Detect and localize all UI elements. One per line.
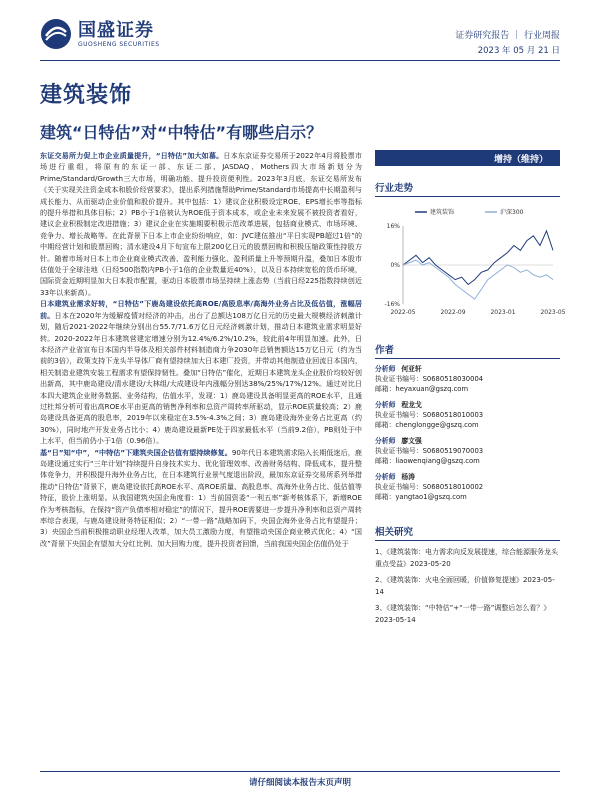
- related-item[interactable]: 1、《建筑装饰：电力需求向反发展提速，综合能源服务龙头重点受益》2023-05-20: [375, 548, 558, 568]
- paragraph: [40, 447, 362, 550]
- author-email[interactable]: yangtao1@gszq.com: [395, 493, 467, 501]
- author-cert: S0680518010002: [422, 483, 484, 491]
- author-cert: S0680518030004: [422, 375, 484, 383]
- x-tick-label: 2022-05: [390, 309, 416, 316]
- x-tick-label: 2023-01: [490, 309, 516, 316]
- paragraph-text: 日本在2020年为缓解疫情对经济的冲击，出台了总额达108万亿日元的历史最大规模经济刺激计划，随后2021-2022年继续分别出台55.7/71.6万亿日元经济刺激计划，推动日本建筑业需求明显好转。2020-2022年日本建筑营建定增速分别为12.4%/6.2%/10.2%，较此前4年明显加速。此外，日本经济产业省宣布日本国内半导体及相关部件材料制造商力争2030年总销售额达15万亿日元（约为当前的3倍），政策支持下龙头半导体厂商有望持续加大日本建厂投资，并带动其他制造业回流日本国内，相关制造业建筑安装工程需求有望保持韧性。叠加“日特估”催化，近期日本建筑龙头企业股价均较好创出新高，其中鹿岛建设/清水建设/大林组/大成建设年内涨幅分别达38%/25%/17%/12%。通过对比日本四大建筑企业财务数据、业务结构，估值水平，发现：1）鹿岛建设具备明显更高的ROE水平，且通过杜邦分析可看出高ROE水平由更高的销售净利率和总资产周转率所驱动，显示ROE质量较高；2）鹿岛建设具备更高的股息率，2019年以来稳定在3.5%-4.3%之间；3）鹿岛建设海外业务占比更高（约30%），同时地产开发业务占比小；4）鹿岛建设最新PE处于四家最低水平（当前9.2倍），PB则处于中上水平，但当前仍小于1倍（0.96倍）。: [40, 310, 362, 446]
- rating-badge: [375, 150, 560, 166]
- series-line-1: [403, 231, 553, 285]
- related-divider: [375, 540, 560, 541]
- rating-text: 增持（维持）: [493, 155, 548, 165]
- author-email[interactable]: chenglongge@gszq.com: [395, 421, 479, 429]
- related-list: [375, 546, 560, 626]
- author-divider: [375, 358, 560, 359]
- paragraph-lead: 日本建筑业需求好转，“日特估”下鹿岛建设依托高ROE/高股息率/高海外业务占比及低估值，涨幅居前。: [40, 299, 362, 320]
- author-name: 杨涛: [401, 473, 415, 481]
- author-email-label: 邮箱：: [375, 385, 396, 393]
- footer-disclaimer: 请仔细阅读本报告末页声明: [248, 778, 351, 788]
- brand-logo: [40, 18, 160, 50]
- author-cert: S0680518010003: [422, 411, 484, 419]
- author-name: 廖文强: [401, 437, 422, 445]
- paragraph-lead: 基“日”知“中”，“中特估”下建筑央国企估值有望持续修复。: [40, 447, 232, 457]
- brand-name-cn: 国盛证券: [78, 19, 154, 41]
- author-cert-label: 执业证书编号：: [375, 375, 423, 383]
- x-tick-label: 2022-09: [440, 309, 466, 316]
- author-title: 作者: [375, 345, 395, 356]
- trend-title: 行业走势: [375, 183, 414, 194]
- y-tick-label: 16%: [386, 223, 400, 230]
- author-role: 分析师: [375, 473, 396, 481]
- author-role: 分析师: [375, 437, 396, 445]
- y-tick-label: -16%: [384, 301, 400, 308]
- legend-label: 建筑装饰: [430, 209, 455, 216]
- author-block: [375, 364, 483, 394]
- author-role: 分析师: [375, 365, 396, 373]
- footer-divider: [40, 771, 560, 772]
- paragraph-text: 日本东京证券交易所于2022年4月将股票市场进行重组，将原有的东证一部、东证二部、JASDAQ、Mothers四大市场新划分为Prime/Standard/Growth三大市场，明确功能、提升投资便利性。2023年3月底，东证交易所发布《关于实现关注资金成本和股价经营要求》，提出系列措施帮助Prime/Standard市场提高中长期盈利与成长能力、从而驱动企业价值和股价提升。其中包括：1）建议企业积极设定ROE、EPS增长率等指标的提升举措和具体目标；2）PB小于1倍被认为ROE低于资本成本，或企业未来发展不被投资者看好，建议企业积极制定改进措施；3）建议企业在实施期要积极示范改革进展，包括商业模式、市场环境、竞争力、增长战略等。在此背景下日本上市企业纷纷响应，如：JVC建伍推出“平日实现PB超过1倍”的中期经营计划和股票回购；清水建设4月下旬宣布上限200亿日元的股票回购和积极压缩政策性持股方针。随着市场对日本上市企业商业模式改善、盈利能力强化、盈利质量上升等预期升温，叠加日本股市估值处于全球洼地（日经500指数内PB小于1倍的企业数量近40%），以及日本持续宽松的货币环境，国际资金近期明显加大日本股市配置，驱动日本股票市场呈持续上涨态势（当前日经225指数持续创近33年以来新高）。: [40, 151, 362, 297]
- author-name: 程龙戈: [401, 401, 422, 409]
- industry-title: 建筑装饰: [40, 83, 133, 108]
- author-block: [375, 400, 483, 430]
- author-email[interactable]: liaowenqiang@gszq.com: [395, 457, 480, 465]
- x-tick-label: 2023-05: [540, 309, 566, 316]
- author-email[interactable]: heyaxuan@gszq.com: [395, 385, 469, 393]
- series-line-2: [403, 260, 553, 299]
- y-tick-label: 0%: [390, 262, 400, 269]
- author-email-label: 邮箱：: [375, 421, 396, 429]
- header-divider: [40, 60, 560, 61]
- main-column: [40, 150, 362, 549]
- report-headline: 建筑“日特估”对“中特估”有哪些启示？: [40, 123, 323, 142]
- report-type: 证券研究报告 ｜ 行业周报: [455, 31, 560, 41]
- brand-logo-icon: [40, 18, 72, 50]
- report-date: 2023 年 05 月 21 日: [477, 46, 560, 56]
- author-cert: S0680519070003: [422, 447, 484, 455]
- paragraph-text: 90年代日本建筑需求陷入长期低迷后，鹿岛建设通过实行“三年计划”持续提升自身技术实力、优化管理效率、改善财务结构、降低成本，提升整体竞争力，并积极提升海外业务占比，在日本建筑行业景气度退出阶段，最加东京证券交易所系列举措推动“日特估”背景下，鹿岛建设依托高ROE水平、高ROE质量、高股息率、高海外业务占比、低估值等特征，股价上涨明显。从我国建筑央国企角度看：1）当前国资委“一利五率”新考核体系下，新增ROE作为考核指标，在保持“资产负债率相对稳定”的情况下，提升ROE需要进一步提升净利率和总资产周转率综合表现，与鹿岛建设财务特征相似；2）“一带一路”战略加码下，央国企海外业务占比有望提升；3）央国企当前积极推动职业经理人改革，加大员工激励力度，有望推动央国企商业模式优化；4）“国改”背景下央国企有望加大分红比例、加大回购力度，提升投资者回馈，当前我国央国企估值仍处于: [40, 447, 362, 548]
- author-block: [375, 436, 483, 466]
- author-email-label: 邮箱：: [375, 493, 396, 501]
- author-cert-label: 执业证书编号：: [375, 411, 423, 419]
- trend-chart: [375, 204, 566, 324]
- paragraph-lead: 东证交易所力促上市企业质量提升，“日特估”加大如慕。: [40, 151, 224, 160]
- author-role: 分析师: [375, 401, 396, 409]
- paragraph: [40, 150, 362, 298]
- legend-label: 沪深300: [500, 209, 524, 216]
- author-email-label: 邮箱：: [375, 457, 396, 465]
- related-item[interactable]: 3、《建筑装饰：“中特估”+“一带一路”调整后怎么看？》2023-05-14: [375, 604, 551, 624]
- trend-divider: [375, 196, 560, 197]
- author-cert-label: 执业证书编号：: [375, 483, 423, 491]
- related-title: 相关研究: [375, 527, 414, 538]
- author-cert-label: 执业证书编号：: [375, 447, 423, 455]
- author-name: 何亚轩: [401, 365, 422, 373]
- paragraph: [40, 298, 362, 446]
- brand-name-en: GUOSHENG SECURITIES: [78, 40, 160, 48]
- author-block: [375, 472, 483, 502]
- related-item[interactable]: 2、《建筑装饰：火电全面回暖，价值修复提速》2023-05-14: [375, 576, 555, 596]
